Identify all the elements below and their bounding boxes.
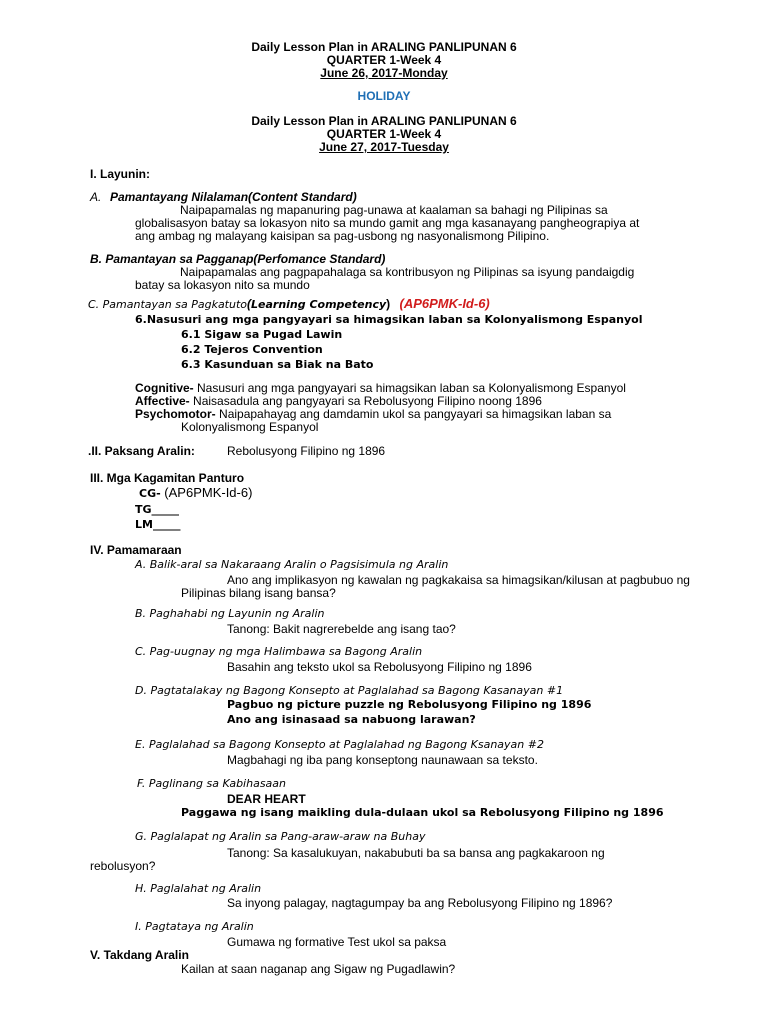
competency-item-1: 6.1 Sigaw sa Pugad Lawin xyxy=(181,328,343,341)
section-2-value: Rebolusyong Filipino ng 1896 xyxy=(227,444,386,458)
holiday-label: HOLIDAY xyxy=(357,89,411,103)
affective-row: Affective- Naisasadula ang pangyayari sa Rebolusyong Filipino noong 1896 xyxy=(135,394,542,408)
step-d-line-2: Ano ang isinasaad sa nabuong larawan? xyxy=(227,713,476,726)
performance-standard-heading: B. Pamantayan sa Pagganap(Perfomance Standard) xyxy=(90,252,386,266)
step-g-line-1: Tanong: Sa kasalukuyan, nakabubuti ba sa bansa ang pagkakaroon ng xyxy=(227,846,605,860)
plan-title-1: Daily Lesson Plan in ARALING PANLIPUNAN 6 xyxy=(251,40,517,54)
psychomotor-continued: Kolonyalismong Espanyol xyxy=(181,420,319,434)
step-e-line-1: Magbahagi ng iba pang konseptong naunawaan sa teksto. xyxy=(227,753,538,767)
step-g-heading: G. Paglalapat ng Aralin sa Pang-araw-araw na Buhay xyxy=(135,830,426,843)
plan-date-2: June 27, 2017-Tuesday xyxy=(319,140,449,154)
step-a-line-1: Ano ang implikasyon ng kawalan ng pagkakaisa sa himagsikan/kilusan at pagbubuo ng xyxy=(227,573,690,587)
step-e-heading: E. Paglalahad sa Bagong Konsepto at Paglalahad ng Bagong Ksanayan #2 xyxy=(135,738,544,751)
cg-row: CG- (AP6PMK-Id-6) xyxy=(139,485,253,500)
competency-code: (AP6PMK-Id-6) xyxy=(399,296,490,311)
step-f-line-2: Paggawa ng isang maikling dula-dulaan ukol sa Rebolusyong Filipino ng 1896 xyxy=(181,806,664,819)
content-standard-line-2: globalisasyon batay sa lokasyon nito sa mundo gamit ang mga kasanayang pangheograpiya at xyxy=(135,216,640,230)
plan-title-2: Daily Lesson Plan in ARALING PANLIPUNAN 6 xyxy=(251,114,517,128)
section-4-heading: IV. Pamamaraan xyxy=(90,543,182,557)
step-i-heading: I. Pagtataya ng Aralin xyxy=(135,920,254,933)
step-d-heading: D. Pagtatalakay ng Bagong Konsepto at Paglalahad sa Bagong Kasanayan #1 xyxy=(135,684,564,697)
section-3-heading: III. Mga Kagamitan Panturo xyxy=(90,471,245,485)
step-d-line-1: Pagbuo ng picture puzzle ng Rebolusyong Filipino ng 1896 xyxy=(227,698,592,711)
step-h-heading: H. Paglalahat ng Aralin xyxy=(135,882,262,895)
step-g-line-2: rebolusyon? xyxy=(90,859,156,873)
step-h-line-1: Sa inyong palagay, nagtagumpay ba ang Rebolusyong Filipino ng 1896? xyxy=(227,896,613,910)
content-standard-line-1: Naipapamalas ng mapanuring pag-unawa at kaalaman sa bahagi ng Pilipinas sa xyxy=(180,203,608,217)
competency-item-3: 6.3 Kasunduan sa Biak na Bato xyxy=(181,358,374,371)
section-5-line-1: Kailan at saan naganap ang Sigaw ng Pugadlawin? xyxy=(181,962,456,976)
competency-heading-row xyxy=(88,297,490,312)
plan-date-1: June 26, 2017-Monday xyxy=(320,66,448,80)
step-c-heading: C. Pag-uugnay ng mga Halimbawa sa Bagong Aralin xyxy=(135,645,423,658)
step-a-line-2: Pilipinas bilang isang bansa? xyxy=(181,586,336,600)
competency-heading: C. Pamantayan sa Pagkatuto xyxy=(88,298,248,311)
step-f-line-1: DEAR HEART xyxy=(227,792,306,806)
step-f-heading: F. Paglinang sa Kabihasaan xyxy=(137,777,286,790)
cognitive-row: Cognitive- Nasusuri ang mga pangyayari sa himagsikan laban sa Kolonyalismong Espanyol xyxy=(135,381,626,395)
plan-quarter-1: QUARTER 1-Week 4 xyxy=(326,53,442,67)
step-c-line-1: Basahin ang teksto ukol sa Rebolusyong Filipino ng 1896 xyxy=(227,660,532,674)
section-1-heading: I. Layunin: xyxy=(90,167,150,181)
section-5-heading: V. Takdang Aralin xyxy=(90,948,189,962)
tg-row: TG_____ xyxy=(135,503,180,516)
section-2-heading: .II. Paksang Aralin: xyxy=(88,444,195,458)
step-b-heading: B. Paghahabi ng Layunin ng Aralin xyxy=(135,607,325,620)
plan-quarter-2: QUARTER 1-Week 4 xyxy=(326,127,442,141)
step-a-heading: A. Balik-aral sa Nakaraang Aralin o Pagsisimula ng Aralin xyxy=(135,558,449,571)
lm-row: LM_____ xyxy=(135,518,181,531)
content-standard-marker: A. xyxy=(90,190,102,204)
content-standard-heading: Pamantayang Nilalaman(Content Standard) xyxy=(110,190,357,204)
competency-heading-paren: ( xyxy=(247,297,252,311)
content-standard-line-3: ang ambag ng malayang kaisipan sa pag-usbong ng nasyonalismong Pilipino. xyxy=(135,229,550,243)
competency-heading-english: Learning Competency xyxy=(251,298,387,311)
competency-heading-close: ) xyxy=(386,297,391,311)
step-i-line-1: Gumawa ng formative Test ukol sa paksa xyxy=(227,935,447,949)
psychomotor-row: Psychomotor- Naipapahayag ang damdamin ukol sa pangyayari sa himagsikan laban sa xyxy=(135,407,612,421)
competency-item-2: 6.2 Tejeros Convention xyxy=(181,343,323,356)
performance-standard-line-2: batay sa lokasyon nito sa mundo xyxy=(135,278,310,292)
performance-standard-line-1: Naipapamalas ang pagpapahalaga sa kontribusyon ng Pilipinas sa isyung pandaigdig xyxy=(180,265,635,279)
competency-main: 6.Nasusuri ang mga pangyayari sa himagsikan laban sa Kolonyalismong Espanyol xyxy=(135,313,643,326)
step-b-line-1: Tanong: Bakit nagrerebelde ang isang tao? xyxy=(227,622,456,636)
